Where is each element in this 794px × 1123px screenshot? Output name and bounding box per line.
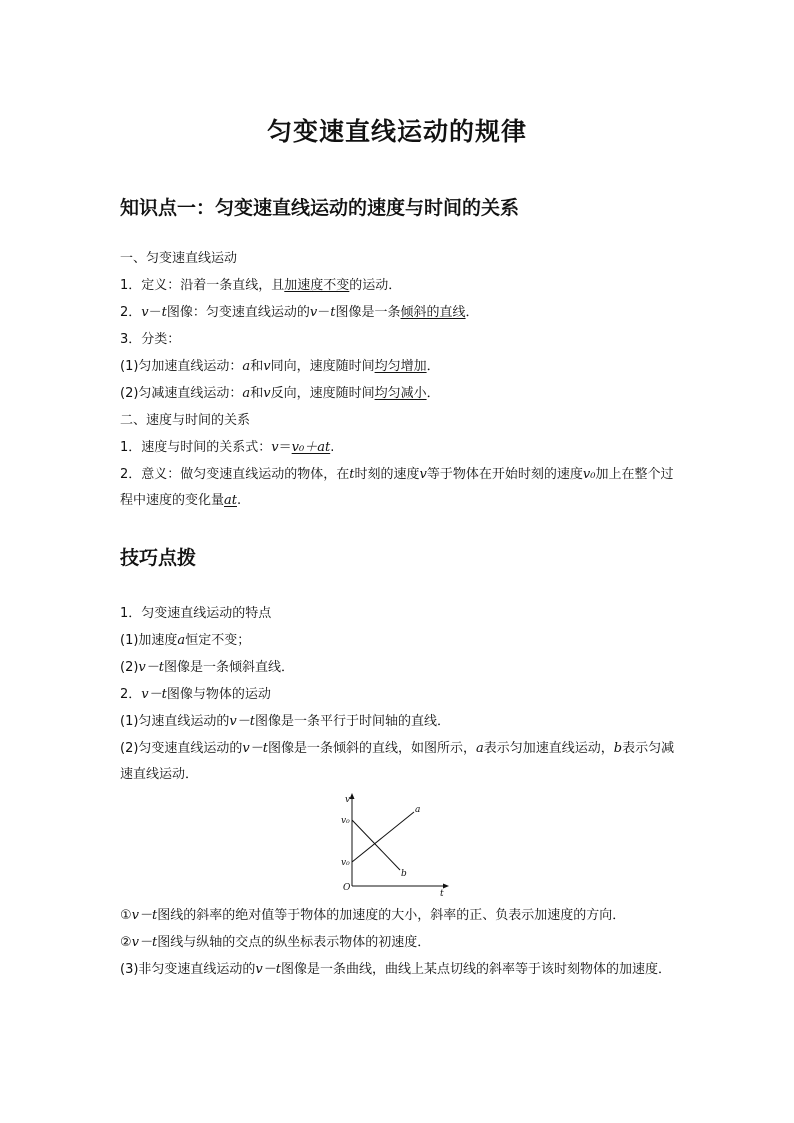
text: 1．定义：沿着一条直线，且 [120, 278, 285, 293]
var-t: t [349, 467, 355, 482]
text: ． [426, 386, 440, 401]
var-v: v [419, 467, 427, 482]
page-title: 匀变速直线运动的规律 [266, 117, 527, 146]
text: 等于物体在开始时刻的速度 [426, 467, 583, 482]
section-heading-tips: 技巧点拨 [120, 547, 197, 569]
classify-line: 3．分类： [120, 332, 181, 347]
var-v0: v₀ [582, 467, 596, 482]
text: 2． [120, 305, 142, 320]
formula-line [120, 439, 334, 457]
part2-title: 二、速度与时间的关系 [120, 413, 251, 428]
var-vt: v－t [138, 660, 164, 675]
var-t: t [161, 305, 167, 320]
var-v: v [141, 305, 149, 320]
text: 图像是一条倾斜的直线，如图所示， [268, 741, 477, 756]
tip-item3 [120, 957, 676, 983]
text: 表示匀减速直线运动． [120, 741, 675, 782]
text: 图线与纵轴的交点的纵坐标表示物体的初速度． [157, 935, 431, 950]
var-vt: v－t [242, 741, 268, 756]
underlined-answer: 均匀增加 [374, 359, 427, 374]
text: 图像是一条曲线，曲线上某点切线的斜率等于该时刻物体的加速度． [281, 962, 672, 977]
line-b [352, 820, 400, 870]
var-vt: v－t [131, 935, 158, 950]
var-vt: v－t [255, 962, 281, 977]
line-a-label: a [415, 805, 421, 815]
var-v: v [309, 305, 318, 320]
text: 2．意义：做匀变速直线运动的物体，在 [120, 467, 350, 482]
text: (1)匀加速直线运动： [120, 359, 243, 374]
text: ② [120, 935, 132, 950]
tip-item2 [120, 686, 271, 704]
var-vt: v－t [141, 687, 167, 702]
tip-item2a [120, 713, 450, 731]
var-vt: v－t [229, 714, 255, 729]
text: . [330, 440, 335, 455]
line-a [352, 812, 414, 862]
axis-label-v: v [345, 795, 351, 805]
vt-graph-svg [336, 790, 456, 898]
text: 图线的斜率的绝对值等于物体的加速度的大小，斜率的正、负表示加速度的方向． [157, 908, 626, 923]
origin-label: O [343, 883, 351, 893]
definition-line [120, 277, 401, 295]
text: ① [120, 908, 132, 923]
text: 加上在整个过程中速度的变化量 [120, 467, 674, 508]
tip-item2b [120, 736, 676, 788]
text: (2) [120, 660, 139, 675]
var-a: a [177, 633, 186, 648]
text: ． [426, 359, 440, 374]
text: － [317, 305, 331, 320]
decel-line [120, 385, 440, 403]
text: (3)非匀变速直线运动的 [120, 962, 256, 977]
text: 表示匀加速直线运动， [483, 741, 614, 756]
var-vt: v－t [131, 908, 158, 923]
tip-item1a [120, 632, 250, 650]
var-b: b [613, 741, 623, 756]
v0-top-label: v₀ [341, 816, 350, 826]
text: 时刻的速度 [354, 467, 420, 482]
var-a: a [242, 359, 251, 374]
meaning-paragraph [120, 462, 676, 514]
text: 图像：匀变速直线运动的 [166, 305, 310, 320]
note2 [120, 934, 430, 952]
text: 的运动． [349, 278, 402, 293]
y-axis-arrow [350, 793, 355, 799]
var-v: v [263, 386, 271, 401]
text: 和 [250, 359, 264, 374]
note1 [120, 907, 625, 925]
text: 恒定不变； [185, 633, 251, 648]
text: 图像是一条平行于时间轴的直线． [255, 714, 451, 729]
text: . [237, 493, 242, 508]
text: 图像与物体的运动 [166, 687, 271, 702]
underlined-answer: 倾斜的直线 [400, 305, 466, 320]
underlined-answer: at [224, 493, 237, 508]
vt-graph-line [120, 304, 479, 322]
text: 反向，速度随时间 [270, 386, 375, 401]
vt-graph-figure [336, 790, 456, 898]
text: (1)匀速直线运动的 [120, 714, 230, 729]
v0-bottom-label: v₀ [341, 858, 350, 868]
var-a: a [242, 386, 251, 401]
underlined-answer: 加速度不变 [284, 278, 350, 293]
underlined-answer: 均匀减小 [374, 386, 427, 401]
x-axis-arrow [443, 884, 449, 889]
text: － [148, 305, 162, 320]
text: 图像是一条 [335, 305, 401, 320]
text: 2． [120, 687, 142, 702]
text: 1．速度与时间的关系式： [120, 440, 272, 455]
text: (2)匀变速直线运动的 [120, 741, 243, 756]
text: (1)加速度 [120, 633, 178, 648]
tip-item1b [120, 659, 294, 677]
text: ． [465, 305, 479, 320]
var-a: a [476, 741, 484, 756]
part1-title: 一、匀变速直线运动 [120, 251, 238, 266]
accel-line [120, 358, 440, 376]
section-heading-knowledge: 知识点一：匀变速直线运动的速度与时间的关系 [120, 197, 520, 219]
var-v: v [263, 359, 271, 374]
var-t: t [330, 305, 336, 320]
text: 图像是一条倾斜直线． [164, 660, 295, 675]
text: 同向，速度随时间 [270, 359, 375, 374]
underlined-formula: v₀＋at [291, 440, 331, 455]
text: ＝ [278, 440, 292, 455]
var-v: v [271, 440, 279, 455]
axis-label-t: t [440, 889, 444, 898]
text: (2)匀减速直线运动： [120, 386, 243, 401]
tip-item1: 1．匀变速直线运动的特点 [120, 606, 272, 621]
line-b-label: b [401, 869, 407, 879]
text: 和 [250, 386, 264, 401]
